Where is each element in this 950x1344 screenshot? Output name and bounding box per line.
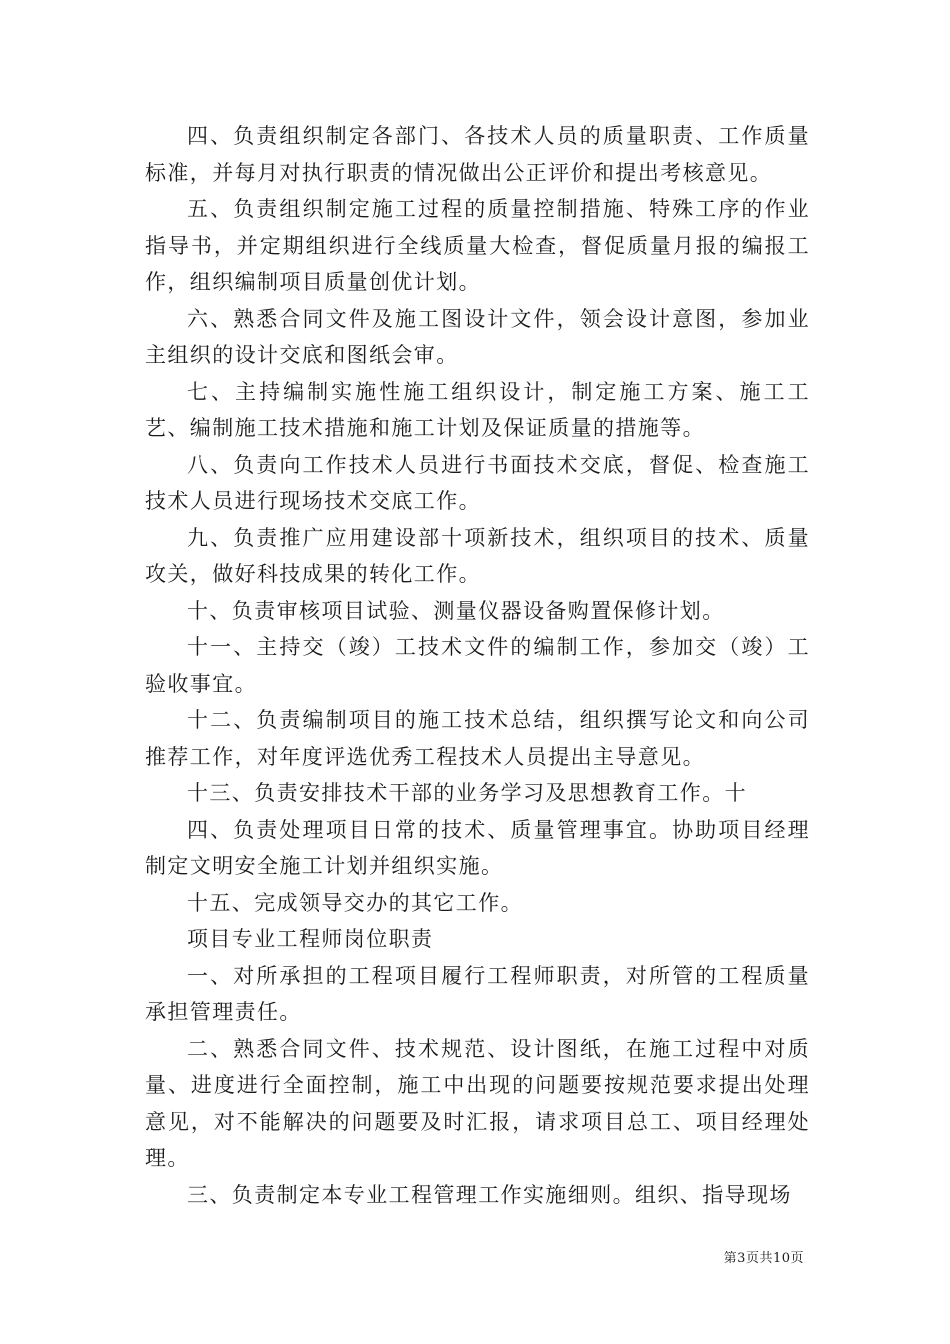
paragraph: 十五、完成领导交办的其它工作。 bbox=[187, 890, 523, 915]
paragraph: 五、负责组织制定施工过程的质量控制措施、特殊工序的作业指导书，并定期组织进行全线质量大检查，督促质量月报的编报工作，组织编制项目质量创优计划。 bbox=[145, 197, 810, 294]
paragraph: 二、熟悉合同文件、技术规范、设计图纸，在施工过程中对质量、进度进行全面控制，施工中出现的问题要按规范要求提出处理意见，对不能解决的问题要及时汇报，请求项目总工、项目经理处理。 bbox=[145, 1036, 810, 1170]
paragraph: 九、负责推广应用建设部十项新技术，组织项目的技术、质量攻关，做好科技成果的转化工作。 bbox=[145, 525, 810, 586]
paragraph: 八、负责向工作技术人员进行书面技术交底，督促、检查施工技术人员进行现场技术交底工作。 bbox=[145, 452, 810, 513]
paragraph: 七、主持编制实施性施工组织设计，制定施工方案、施工工艺、编制施工技术措施和施工计划及保证质量的措施等。 bbox=[145, 379, 810, 440]
paragraph: 一、对所承担的工程项目履行工程师职责，对所管的工程质量承担管理责任。 bbox=[145, 963, 810, 1024]
section-heading: 项目专业工程师岗位职责 bbox=[187, 927, 434, 951]
paragraph: 六、熟悉合同文件及施工图设计文件，领会设计意图，参加业主组织的设计交底和图纸会审。 bbox=[145, 306, 810, 367]
paragraph: 四、负责处理项目日常的技术、质量管理事宜。协助项目经理制定文明安全施工计划并组织实施。 bbox=[145, 817, 810, 878]
document-body bbox=[145, 118, 810, 1213]
paragraph: 十三、负责安排技术干部的业务学习及思想教育工作。十 bbox=[187, 781, 747, 805]
paragraph: 十、负责审核项目试验、测量仪器设备购置保修计划。 bbox=[187, 598, 725, 623]
page-number: 第3页共10页 bbox=[723, 1251, 804, 1266]
paragraph: 十二、负责编制项目的施工技术总结，组织撰写论文和向公司推荐工作，对年度评选优秀工程技术人员提出主导意见。 bbox=[145, 708, 810, 769]
paragraph: 四、负责组织制定各部门、各技术人员的质量职责、工作质量标准，并每月对执行职责的情况做出公正评价和提出考核意见。 bbox=[145, 124, 810, 185]
paragraph: 三、负责制定本专业工程管理工作实施细则。组织、指导现场 bbox=[187, 1182, 792, 1207]
paragraph: 十一、主持交（竣）工技术文件的编制工作，参加交（竣）工验收事宜。 bbox=[145, 635, 810, 696]
